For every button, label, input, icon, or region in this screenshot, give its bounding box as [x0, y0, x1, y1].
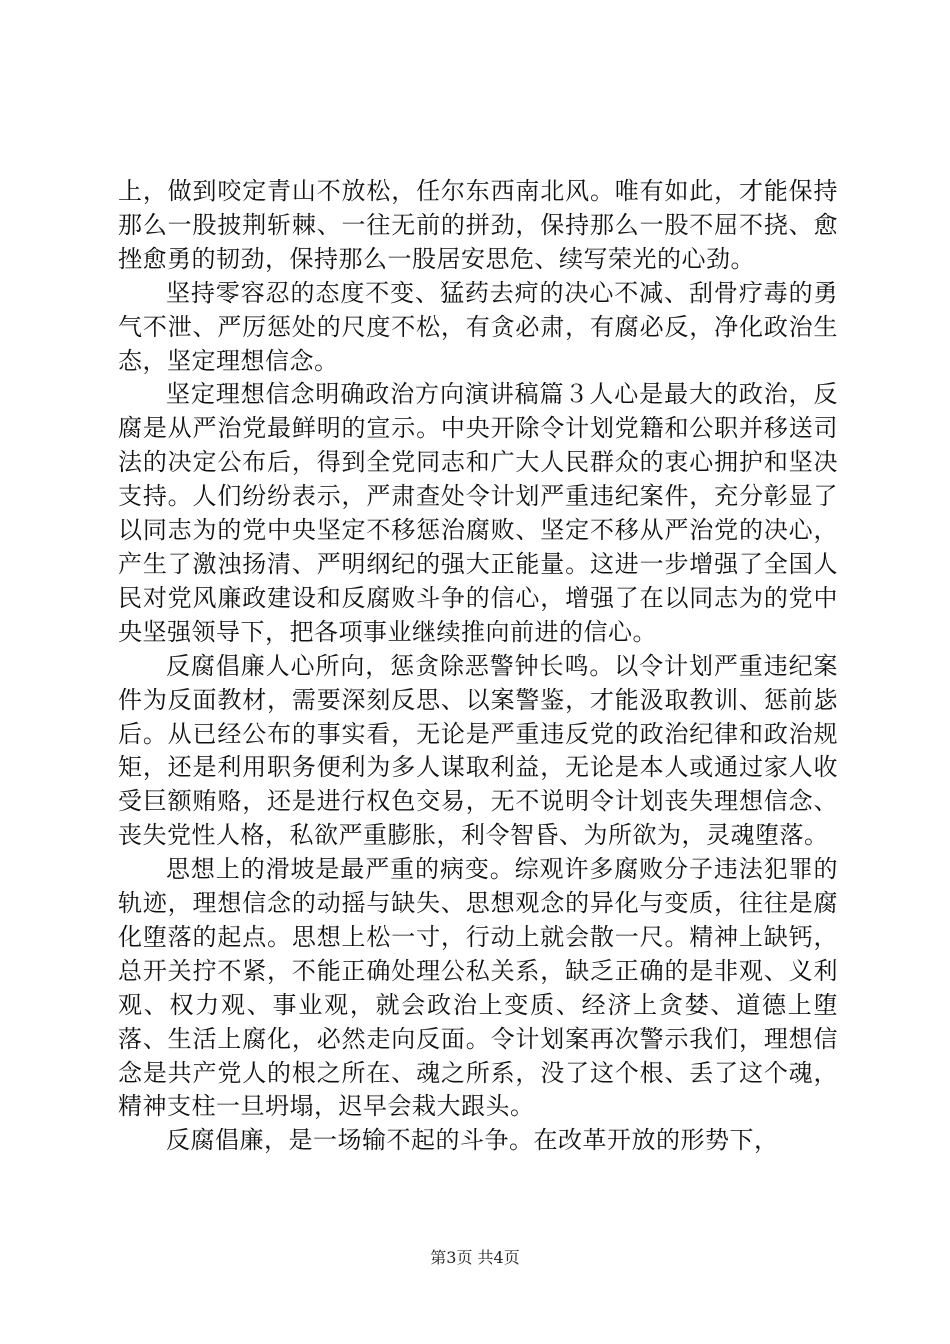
paragraph-1: 上，做到咬定青山不放松，任尔东西南北风。唯有如此，才能保持那么一股披荆斩棘、一往无前的拼劲，保持那么一股不屈不挠、愈挫愈勇的韧劲，保持那么一股居安思危、续写荣光的心劲。: [118, 177, 838, 273]
paragraph-6: 反腐倡廉，是一场输不起的斗争。在改革开放的形势下，: [166, 1126, 779, 1155]
paragraph-4: 反腐倡廉人心所向，惩贪除恶警钟长鸣。以令计划严重违纪案件为反面教材，需要深刻反思、以案警鉴，才能汲取教训、惩前毖后。从已经公布的事实看，无论是严重违反党的政治纪律和政治规矩，还是利用职务便利为多人谋取利益，无论是本人或通过家人收受巨额贿赂，还是进行权色交易，无不说明令计划丧失理想信念、丧失党性人格，私欲严重膨胀，利令智昏、为所欲为，灵魂堕落。: [118, 651, 838, 850]
paragraph-3: 坚定理想信念明确政治方向演讲稿篇３人心是最大的政治，反腐是从严治党最鲜明的宣示。中央开除令计划党籍和公职并移送司法的决定公布后，得到全党同志和广大人民群众的衷心拥护和坚决支持。人们纷纷表示，严肃查处令计划严重违纪案件，充分彰显了以同志为的党中央坚定不移惩治腐败、坚定不移从严治党的决心，产生了激浊扬清、严明纲纪的强大正能量。这进一步增强了全国人民对党风廉政建设和反腐败斗争的信心，增强了在以同志为的党中央坚强领导下，把各项事业继续推向前进的信心。: [118, 380, 838, 646]
paragraph-5: 思想上的滑坡是最严重的病变。综观许多腐败分子违法犯罪的轨迹，理想信念的动摇与缺失、思想观念的异化与变质，往往是腐化堕落的起点。思想上松一寸，行动上就会散一尺。精神上缺钙，总开关拧不紧，不能正确处理公私关系，缺乏正确的是非观、义利观、权力观、事业观，就会政治上变质、经济上贪婪、道德上堕落、生活上腐化，必然走向反面。令计划案再次警示我们，理想信念是共产党人的根之所在、魂之所系，没了这个根、丢了这个魂，精神支柱一旦坍塌，迟早会栽大跟头。: [118, 855, 838, 1121]
document-body: [118, 175, 838, 1158]
paragraph-2: 坚持零容忍的态度不变、猛药去疴的决心不减、刮骨疗毒的勇气不泄、严厉惩处的尺度不松，有贪必肃，有腐必反，净化政治生态，坚定理想信念。: [118, 278, 838, 375]
page-footer: 第3页 共4页: [430, 1248, 520, 1267]
